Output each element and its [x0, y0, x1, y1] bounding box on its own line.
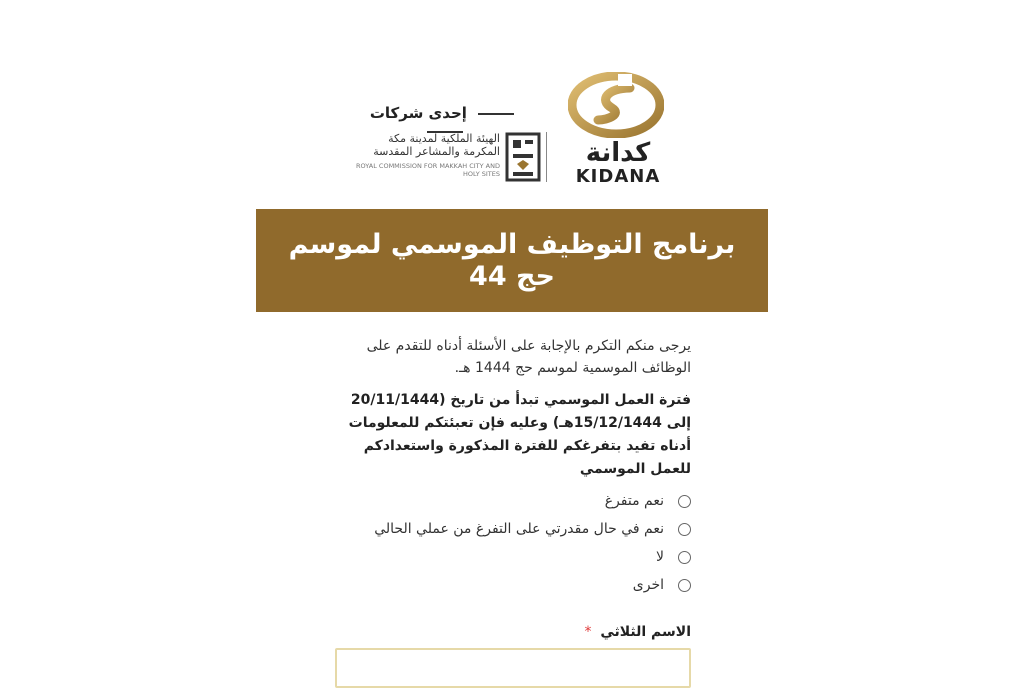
form-intro: يرجى منكم التكرم بالإجابة على الأسئلة أدناه للتقدم على الوظائف الموسمية لموسم حج 1444 هـ.: [366, 338, 691, 376]
option-label: اخرى: [632, 577, 664, 593]
option-label: نعم متفرغ: [604, 493, 664, 509]
royal-commission-emblem-icon: [505, 132, 541, 182]
radio-button[interactable]: [678, 551, 691, 564]
kidana-logo-icon: [568, 72, 664, 138]
option-other[interactable]: [333, 571, 691, 599]
header-logos: [350, 70, 670, 190]
partner-line-left: [427, 131, 463, 133]
full-name-input[interactable]: [335, 648, 691, 688]
radio-button[interactable]: [678, 495, 691, 508]
availability-question: فترة العمل الموسمي تبدأ من تاريخ (20/11/1444 إلى 15/12/1444هـ) وعليه فإن تعبئتكم للمعلومات أدناه تفيد بتفرغكم للفترة المذكورة واستعدادكم للعمل الموسمي: [348, 392, 691, 477]
full-name-label: [333, 624, 691, 640]
radio-button[interactable]: [678, 579, 691, 592]
option-label: نعم في حال مقدرتي على التفرغ من عملي الحالي: [374, 521, 664, 537]
partner-label: [350, 104, 540, 124]
option-yes-available[interactable]: [333, 487, 691, 515]
radio-button[interactable]: [678, 523, 691, 536]
royal-commission-arabic: الهيئة الملكية لمدينة مكة المكرمة والمشاعر المقدسة: [373, 132, 500, 158]
option-yes-if-able[interactable]: [333, 515, 691, 543]
page-title: برنامج التوظيف الموسمي لموسم حج 44: [288, 228, 736, 292]
kidana-english-wordmark: KIDANA: [575, 166, 661, 187]
full-name-label-text: الاسم الثلاثي: [600, 624, 691, 640]
page-title-banner: [256, 209, 768, 312]
logo-divider: [546, 132, 547, 182]
option-no[interactable]: [333, 543, 691, 571]
kidana-arabic-wordmark: كدانة: [585, 138, 651, 168]
option-label: لا: [656, 549, 664, 565]
royal-commission-english: ROYAL COMMISSION FOR MAKKAH CITY AND HOLY SITES: [356, 162, 500, 178]
form-content: [333, 335, 691, 688]
partner-label-text: إحدى شركات: [369, 104, 467, 122]
availability-options: [333, 487, 691, 599]
required-mark: *: [584, 624, 592, 640]
partner-line-right: [478, 113, 514, 115]
